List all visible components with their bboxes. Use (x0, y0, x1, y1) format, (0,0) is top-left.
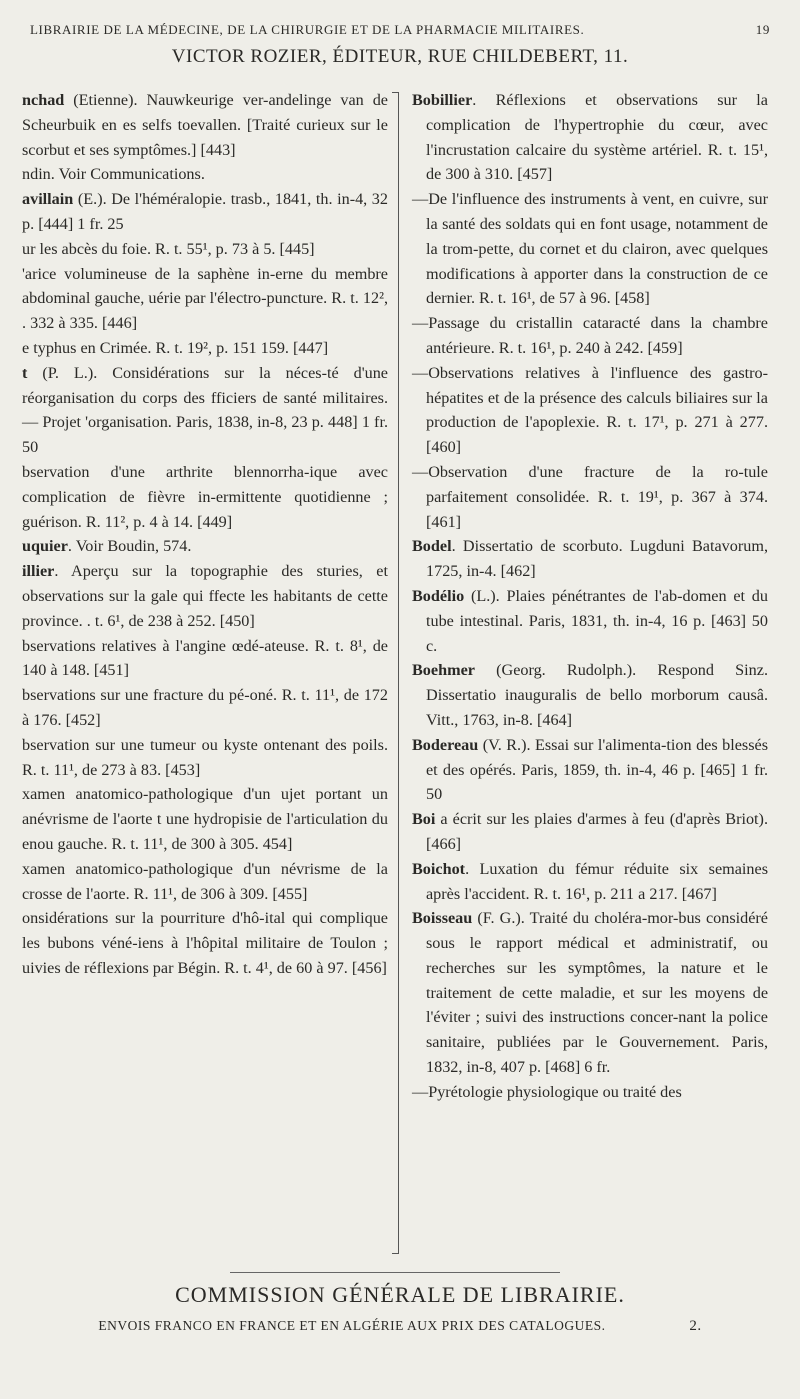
entry-text: a écrit sur les plaies d'armes à feu (d'après Briot). [466] (426, 810, 768, 853)
catalogue-entry (22, 534, 388, 559)
entry-text: 'arice volumineuse de la saphène in-erne du membre abdominal gauche, uérie par l'électro-puncture. R. t. 12², . 332 à 335. [446] (22, 264, 388, 333)
entry-text: . Dissertatio de scorbuto. Lugduni Batavorum, 1725, in-4. [462] (426, 537, 768, 581)
entry-author: t (22, 363, 28, 382)
footer-note: ENVOIS FRANCO EN FRANCE ET EN ALGÉRIE AUX PRIX DES CATALOGUES. (98, 1318, 606, 1333)
entry-author: Boichot (412, 859, 466, 878)
entry-author: Bodel (412, 537, 452, 556)
entry-author: avillain (22, 190, 74, 209)
sheet-number: 2. (689, 1318, 702, 1334)
entry-text: —Observation d'une fracture de la ro-tule parfaitement consolidée. R. t. 19¹, p. 367 à 374. [461] (412, 462, 768, 531)
catalogue-entry (22, 88, 388, 162)
footer-rule (230, 1272, 560, 1273)
entry-text: (Etienne). Nauwkeurige ver-andelinge van de Scheurbuik en es selfs toevallen. [Traité curieux sur le scorbut et ses symptômes.] [443] (22, 91, 388, 159)
catalogue-entry (412, 534, 768, 584)
catalogue-entry (412, 857, 768, 907)
catalogue-entry (412, 658, 768, 732)
entry-text: —De l'influence des instruments à vent, en cuivre, sur la santé des soldats qui en font usage, notamment de la trom-pette, du cornet et du clairon, avec quelques modifications à apporter dans la construction de ce dernier. R. t. 16¹, de 57 à 96. [458] (412, 190, 768, 308)
catalogue-entry (412, 460, 768, 534)
column-divider (392, 92, 399, 1254)
catalogue-entry (22, 906, 388, 980)
entry-text: . Réflexions et observations sur la complication de l'hypertrophie du cœur, avec l'incrustation calcaire du système artériel. R. t. 15¹, de 300 à 310. [457] (426, 91, 768, 184)
page-number: 19 (755, 22, 770, 37)
entry-text: (L.). Plaies pénétrantes de l'ab-domen et du tube intestinal. Paris, 1831, th. in-4, 16 p. [463] 50 c. (426, 586, 768, 655)
entry-text: bservation d'une arthrite blennorrha-ique avec complication de fièvre in-ermittente quotidienne ; guérison. R. 11², p. 4 à 14. [449] (22, 462, 388, 531)
catalogue-entry (22, 857, 388, 907)
entry-text: (V. R.). Essai sur l'alimenta-tion des blessés et des opérés. Paris, 1859, th. in-4, 46 p. [465] 1 fr. 50 (426, 735, 768, 804)
catalogue-entry (22, 187, 388, 237)
catalogue-entry (22, 237, 388, 262)
entry-author: illier (22, 562, 55, 581)
catalogue-entry (412, 361, 768, 460)
right-column (412, 88, 768, 1105)
entry-text: xamen anatomico-pathologique d'un ujet portant un anévrisme de l'aorte t une hydropisie de l'articulation du enou gauche. R. t. 11¹, de 300 à 305. 454] (22, 785, 388, 853)
entry-text: ndin. Voir Communications. (22, 165, 205, 184)
catalogue-entry (22, 683, 388, 733)
entry-text: (E.). De l'héméralopie. trasb., 1841, th. in-4, 32 p. [444] 1 fr. 25 (22, 190, 388, 233)
catalogue-entry (412, 187, 768, 311)
entry-text: (Georg. Rudolph.). Respond Sinz. Dissertatio inauguralis de bello morborum causâ. Vitt., 1763, in-8. [464] (426, 661, 768, 729)
entry-author: Boisseau (412, 909, 473, 928)
entry-text: —Passage du cristallin cataracté dans la chambre antérieure. R. t. 16¹, p. 240 à 242. [459] (412, 314, 768, 357)
catalogue-entry (412, 311, 768, 361)
catalogue-entry (22, 162, 388, 187)
catalogue-entry (412, 807, 768, 857)
running-header (30, 22, 770, 38)
entry-text: . Voir Boudin, 574. (67, 537, 192, 556)
entry-text: ur les abcès du foie. R. t. 55¹, p. 73 à 5. [445] (22, 239, 315, 258)
entry-text: onsidérations sur la pourriture d'hô-ital qui complique les bubons véné-iens à l'hôpital militaire de Toulon ; uivies de réflexions par Bégin. R. t. 4¹, de 60 à 97. [456] (22, 909, 388, 977)
catalogue-entry (22, 361, 388, 460)
catalogue-entry (22, 782, 388, 856)
entry-text: e typhus en Crimée. R. t. 19², p. 151 159. [447] (22, 338, 329, 357)
entry-text: bservations sur une fracture du pé-oné. R. t. 11¹, de 172 à 176. [452] (22, 686, 388, 729)
entry-text: —Observations relatives à l'influence des gastro-hépatites et de la présence des calculs biliaires sur la production de l'apoplexie. R. t. 17¹, p. 271 à 277. [460] (412, 363, 768, 457)
entry-text: . Aperçu sur la topographie des sturies, et observations sur la gale qui ffecte les habitants de cette province. . t. 6¹, de 238 à 252. [450] (22, 562, 388, 630)
entry-author: Boi (412, 810, 436, 829)
catalogue-entry (412, 584, 768, 658)
entry-text: bservations relatives à l'angine œdé-ateuse. R. t. 8¹, de 140 à 148. [451] (22, 636, 388, 680)
catalogue-entry (412, 906, 768, 1080)
left-column (22, 88, 388, 981)
entry-author: Bodélio (412, 586, 465, 605)
entry-author: Bodereau (412, 735, 479, 754)
catalogue-entry (22, 634, 388, 684)
entry-author: Boehmer (412, 661, 475, 680)
entry-author: nchad (22, 91, 65, 109)
entry-text: . Luxation du fémur réduite six semaines après l'accident. R. t. 16¹, p. 211 a 217. [467] (426, 859, 768, 903)
footer-title: COMMISSION GÉNÉRALE DE LIBRAIRIE. (175, 1282, 625, 1307)
catalogue-entry (22, 336, 388, 361)
catalogue-entry (22, 733, 388, 783)
catalogue-entry (412, 733, 768, 807)
catalogue-entry (22, 262, 388, 336)
entry-author: uquier (22, 537, 68, 556)
footer-note-row (0, 1318, 800, 1335)
editor-line: VICTOR ROZIER, ÉDITEUR, RUE CHILDEBERT, 11. (171, 46, 629, 67)
entry-text: —Pyrétologie physiologique ou traité des (412, 1082, 682, 1101)
entry-author: Bobillier (412, 91, 473, 109)
catalogue-entry (412, 88, 768, 187)
entry-text: (F. G.). Traité du choléra-mor-bus considéré sous le rapport médical et administratif, ou recherches sur les symptômes, la nature et le traitement de cette maladie, et sur les moyens de l'éviter ; suivi des instructions concer-nant la police sanitaire, publiées par le Gouvernement. Paris, 1832, in-8, 407 p. [468] 6 fr. (426, 909, 768, 1077)
catalogue-entry (22, 460, 388, 534)
catalogue-entry (22, 559, 388, 633)
publisher-line: LIBRAIRIE DE LA MÉDECINE, DE LA CHIRURGIE ET DE LA PHARMACIE MILITAIRES. (30, 22, 585, 37)
entry-text: xamen anatomico-pathologique d'un névrisme de la crosse de l'aorte. R. 11¹, de 306 à 309. [455] (22, 859, 388, 903)
entry-text: bservation sur une tumeur ou kyste ontenant des poils. R. t. 11¹, de 273 à 83. [453] (22, 735, 388, 779)
catalogue-entry (412, 1080, 768, 1105)
entry-text: (P. L.). Considérations sur la néces-té d'une réorganisation du corps des fficiers de santé militaires. — Projet 'organisation. Paris, 1838, in-8, 23 p. 448] 1 fr. 50 (22, 363, 388, 457)
